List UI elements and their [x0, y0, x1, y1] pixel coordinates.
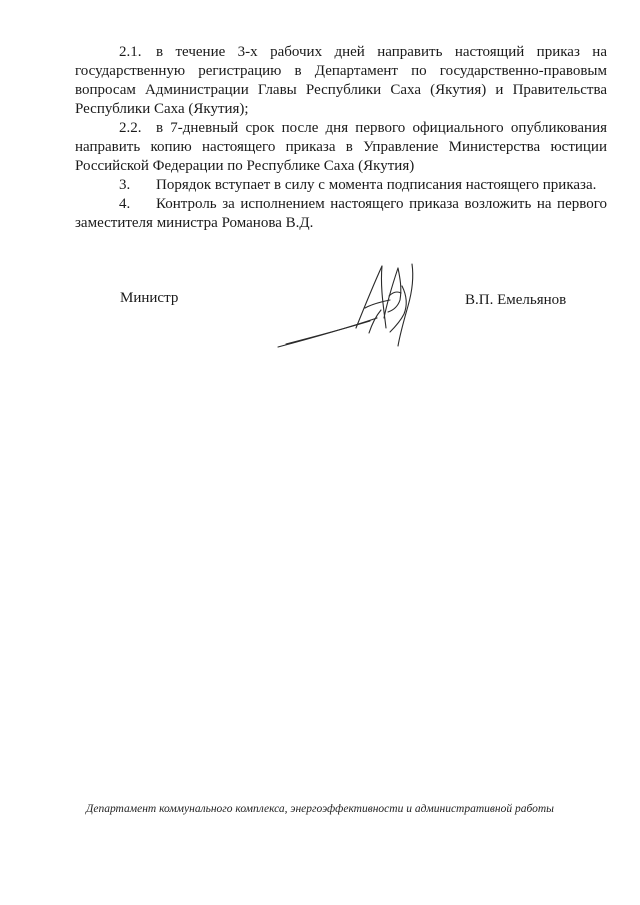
paragraph-number: 3. — [119, 177, 131, 193]
page-footer: Департамент коммунального комплекса, энергоэффективности и административной работы — [86, 803, 554, 815]
paragraph-2-1 — [75, 43, 607, 119]
signatory-title: Министр — [120, 290, 179, 306]
signature-block — [0, 288, 640, 368]
document-body — [75, 43, 607, 233]
paragraph-4 — [75, 195, 607, 233]
paragraph-3 — [75, 176, 607, 195]
paragraph-number: 2.1. — [119, 44, 142, 60]
paragraph-text: Порядок вступает в силу с момента подписания настоящего приказа. — [156, 177, 597, 193]
paragraph-text: в течение 3-х рабочих дней направить настоящий приказ на государственную регистрацию в Департамент по государственно-правовым вопросам Администрации Главы Республики Саха (Якутия) и Правительства Республики Саха (Якутия); — [75, 44, 607, 117]
paragraph-text: Контроль за исполнением настоящего приказа возложить на первого заместителя министра Романова В.Д. — [75, 196, 607, 231]
handwritten-signature — [272, 258, 442, 354]
paragraph-2-2 — [75, 119, 607, 176]
paragraph-number: 4. — [119, 196, 131, 212]
paragraph-number: 2.2. — [119, 120, 142, 136]
paragraph-text: в 7-дневный срок после дня первого официального опубликования направить копию настоящего приказа в Управление Министерства юстиции Российской Федерации по Республике Саха (Якутия) — [75, 120, 607, 174]
signatory-name: В.П. Емельянов — [465, 292, 567, 308]
